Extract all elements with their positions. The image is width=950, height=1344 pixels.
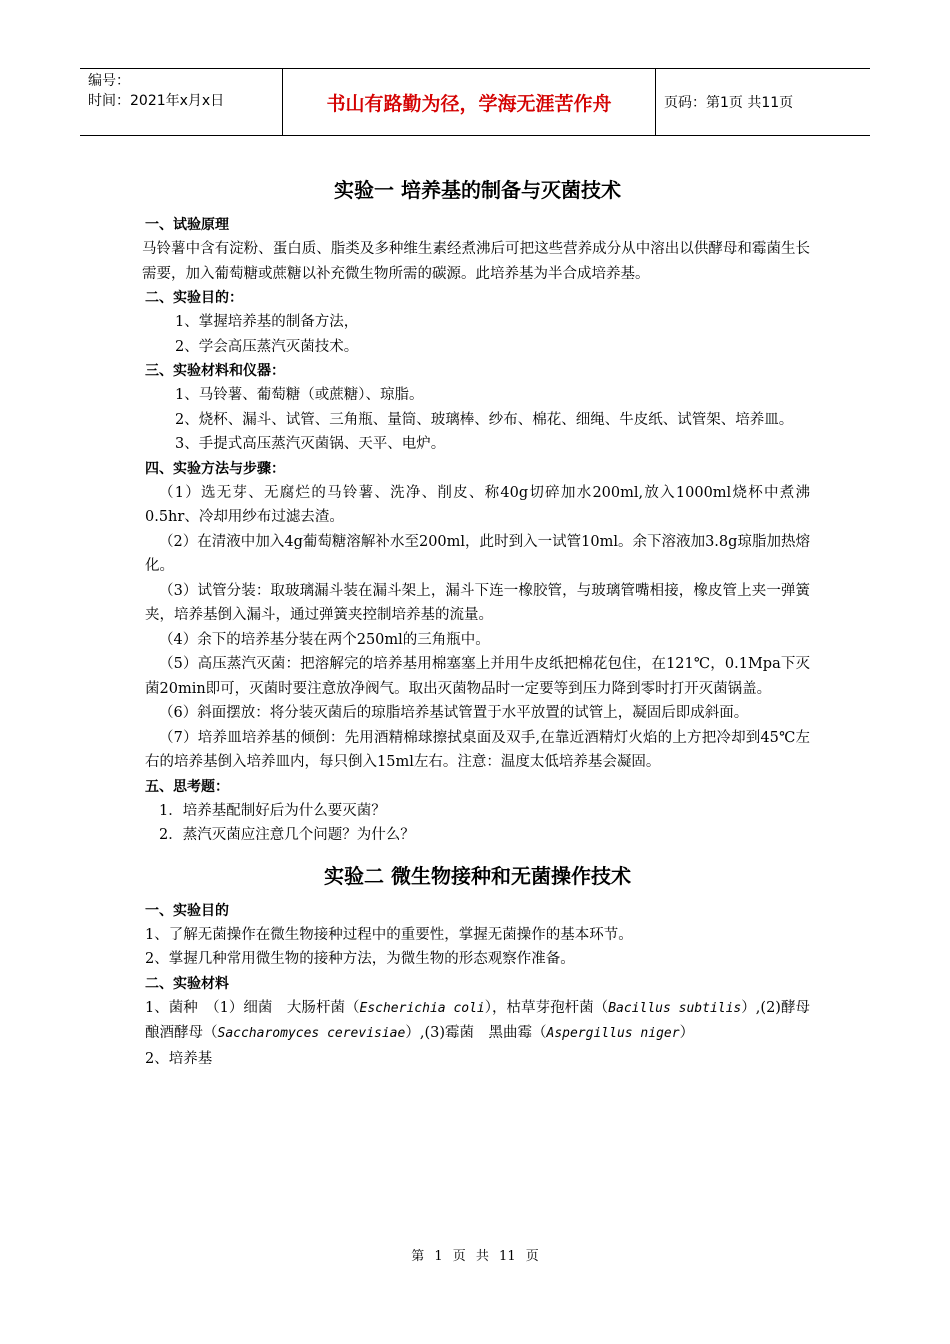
list-item: 2、掌握几种常用微生物的接种方法，为微生物的形态观察作准备。 <box>145 951 575 967</box>
species-name: Escherichia coli <box>359 1000 485 1016</box>
exp1-s5-title: 五、思考题： <box>145 778 229 795</box>
step-item: （6）斜面摆放：将分装灭菌后的琼脂培养基试管置于水平放置的试管上，凝固后即成斜面。 <box>159 705 749 721</box>
list-item: 1、掌握培养基的制备方法， <box>175 314 359 330</box>
header-meta <box>80 69 282 135</box>
species-name: Aspergillus niger <box>546 1026 680 1041</box>
materials-text: ）,(2)酵母 酿酒酵母（ <box>145 999 825 1041</box>
exp1-s1-text: 马铃薯中含有淀粉、蛋白质、脂类及多种维生素经煮沸后可把这些营养成分从中溶出以供酵母和霉菌生长需要，加入葡萄糖或蔗糖以补充微生物所需的碳源。此培养基为半合成培养基。 <box>142 241 810 282</box>
document-body <box>142 166 825 1071</box>
materials-media: 2、培养基 <box>145 1050 213 1067</box>
species-name: Bacillus subtilis <box>608 1000 742 1016</box>
step-item: （1）选无芽、无腐烂的马铃薯、洗净、削皮、称40g切碎加水200ml,放入1000ml烧杯中煮沸0.5hr、冷却用纱布过滤去渣。 <box>145 484 810 525</box>
list-item: 3、手提式高压蒸汽灭菌锅、天平、电炉。 <box>175 436 446 452</box>
step-item: （3）试管分装：取玻璃漏斗装在漏斗架上，漏斗下连一橡胶管，与玻璃管嘴相接，橡皮管上夹一弹簧夹，培养基倒入漏斗，通过弹簧夹控制培养基的流量。 <box>145 582 810 623</box>
question-item: 1．培养基配制好后为什么要灭菌？ <box>159 802 386 819</box>
exp1-title: 实验一 培养基的制备与灭菌技术 <box>334 178 621 202</box>
exp2-title: 实验二 微生物接种和无菌操作技术 <box>324 863 631 888</box>
list-item: 2、烧杯、漏斗、试管、三角瓶、量筒、玻璃棒、纱布、棉花、细绳、牛皮纸、试管架、培养皿。 <box>175 411 794 428</box>
exp1-s2-title: 二、实验目的： <box>145 290 243 306</box>
page-footer: 第 1 页 共 11 页 <box>411 1249 539 1264</box>
step-item: （4）余下的培养基分装在两个250ml的三角瓶中。 <box>159 631 490 648</box>
list-item: 2、学会高压蒸汽灭菌技术。 <box>175 338 359 355</box>
materials-text: ）,(3)霉菌 黑曲霉（ <box>405 1025 547 1041</box>
number-label: 编号： <box>88 73 130 89</box>
question-item: 2．蒸汽灭菌应注意几个问题？为什么？ <box>159 827 415 843</box>
header-page-label: 页码：第1页 共11页 <box>664 95 794 111</box>
step-item: （7）培养皿培养基的倾倒：先用酒精棉球擦拭桌面及双手,在靠近酒精灯火焰的上方把冷却到45℃左右的培养基倒入培养皿内，每只倒入15ml左右。注意：温度太低培养基会凝固。 <box>145 729 810 770</box>
list-item: 1、了解无菌操作在微生物接种过程中的重要性，掌握无菌操作的基本环节。 <box>145 926 633 943</box>
page-header <box>80 68 870 136</box>
exp2-s1-title: 一、实验目的 <box>145 902 229 919</box>
materials-text: ） <box>679 1025 695 1041</box>
exp1-s3-title: 三、实验材料和仪器： <box>145 363 285 379</box>
materials-text: ），枯草芽孢杆菌（ <box>484 999 609 1016</box>
list-item: 1、马铃薯、葡萄糖（或蔗糖）、琼脂。 <box>175 387 424 403</box>
step-item: （5）高压蒸汽灭菌：把溶解完的培养基用棉塞塞上并用牛皮纸把棉花包住，在121℃，0.1Mpa下灭菌20min即可，灭菌时要注意放净阀气。取出灭菌物品时一定要等到压力降到零时打开灭菌锅盖。 <box>145 656 810 697</box>
exp2-s2-title: 二、实验材料 <box>145 975 229 992</box>
materials-strains <box>145 996 825 1047</box>
header-motto: 书山有路勤为径，学海无涯苦作舟 <box>282 69 656 135</box>
step-item: （2）在清液中加入4g葡萄糖溶解补水至200ml，此时到入一试管10ml。余下溶液加3.8g琼脂加热熔化。 <box>145 533 810 574</box>
exp1-s1-title: 一、试验原理 <box>145 217 229 233</box>
species-name: Saccharomyces cerevisiae <box>217 1026 406 1041</box>
date-label: 时间：2021年x月x日 <box>88 93 225 109</box>
materials-text: 1、菌种 （1）细菌 大肠杆菌（ <box>145 999 360 1016</box>
exp1-s4-title: 四、实验方法与步骤： <box>145 460 285 477</box>
